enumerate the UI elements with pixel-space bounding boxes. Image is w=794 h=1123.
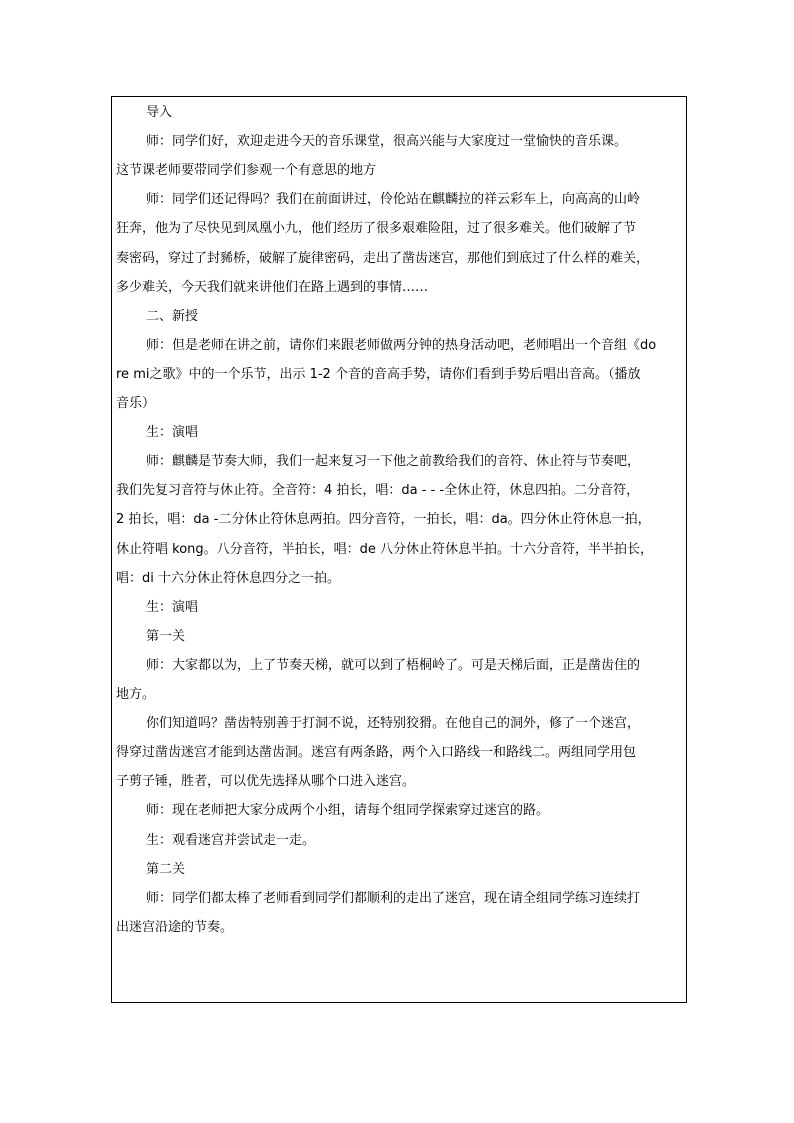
paragraph-line: 这节课老师要带同学们参观一个有意思的地方 (116, 163, 377, 179)
paragraph-line: 第一关 (146, 628, 186, 644)
paragraph-line: 师：同学们好，欢迎走进今天的音乐课堂，很高兴能与大家度过一堂愉快的音乐课。 (146, 134, 628, 150)
paragraph-line: 多少难关，今天我们就来讲他们在路上遇到的事情…… (116, 279, 429, 295)
paragraph-line: 狂奔，他为了尽快见到凤凰小九，他们经历了很多艰难险阻，过了很多难关。他们破解了节 (116, 221, 637, 237)
paragraph-line: 音乐） (116, 396, 156, 411)
paragraph-line: 生：演唱 (146, 425, 199, 441)
paragraph-line: 得穿过凿齿迷宫才能到达凿齿洞。迷宫有两条路，两个入口路线一和路线二。两组同学用包 (116, 745, 637, 761)
paragraph-line: 休止符唱 kong。八分音符，半拍长，唱：de 八分休止符休息半拍。十六分音符，半半拍长， (116, 541, 654, 557)
paragraph-line: re mi之歌》中的一个乐节，出示 1-2 个音的音高手势，请你们看到手势后唱出音高。（播放 (116, 366, 641, 382)
paragraph-line: 子剪子锤，胜者，可以优先选择从哪个口进入迷宫。 (116, 774, 416, 790)
paragraph-line: 2 拍长，唱：da -二分休止符休息两拍。四分音符，一拍长，唱：da。四分休止符休息一拍， (116, 512, 651, 528)
paragraph-line: 师：现在老师把大家分成两个小组，请每个组同学探索穿过迷宫的路。 (146, 803, 550, 819)
paragraph-line: 师：但是老师在讲之前，请你们来跟老师做两分钟的热身活动吧，老师唱出一个音组《do (146, 337, 657, 353)
paragraph-line: 我们先复习音符与休止符。全音符：4 拍长，唱：da - - -全休止符，休息四拍。二分音符， (116, 483, 640, 499)
paragraph-line: 师：同学们还记得吗？我们在前面讲过，伶伦站在麒麟拉的祥云彩车上，向高高的山岭 (146, 192, 641, 208)
paragraph-line: 生：演唱 (146, 599, 199, 615)
paragraph-line: 师：同学们都太棒了老师看到同学们都顺利的走出了迷宫，现在请全组同学练习连续打 (146, 890, 641, 906)
paragraph-line: 二、新授 (146, 308, 199, 324)
paragraph-line: 师：大家都以为，上了节奏天梯，就可以到了梧桐岭了。可是天梯后面，正是凿齿住的 (146, 657, 641, 673)
paragraph-line: 第二关 (146, 861, 186, 877)
paragraph-line: 奏密码，穿过了封豨桥，破解了旋律密码，走出了凿齿迷宫，那他们到底过了什么样的难关， (116, 250, 650, 266)
paragraph-line: 你们知道吗？凿齿特别善于打洞不说，还特别狡猾。在他自己的洞外，修了一个迷宫， (146, 716, 641, 732)
paragraph-line: 唱：di 十六分休止符休息四分之一拍。 (116, 570, 340, 586)
paragraph-line: 出迷宫沿途的节奏。 (116, 919, 234, 935)
paragraph-line: 师：麒麟是节奏大师，我们一起来复习一下他之前教给我们的音符、休止符与节奏吧， (146, 454, 641, 470)
paragraph-line: 导入 (146, 105, 173, 120)
paragraph-line: 生：观看迷宫并尝试走一走。 (146, 832, 316, 848)
paragraph-line: 地方。 (116, 687, 156, 702)
